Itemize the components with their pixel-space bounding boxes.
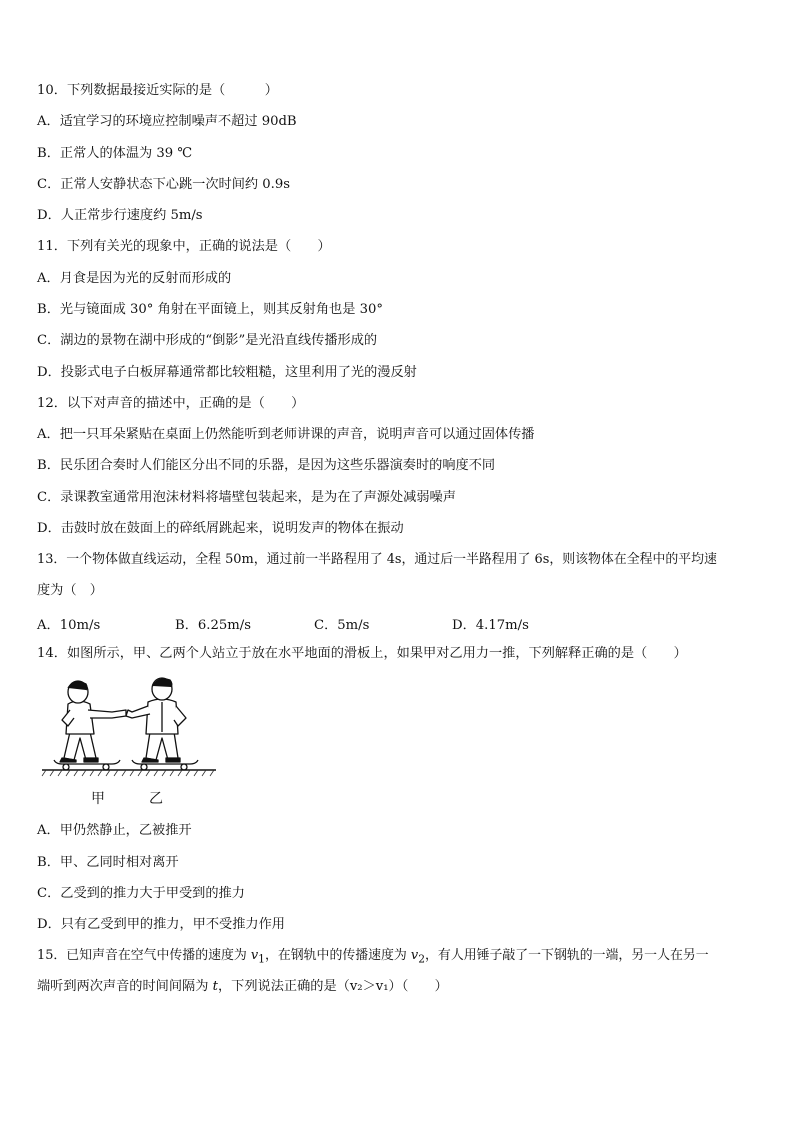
q13-option-b: B．6.25m/s: [175, 618, 251, 633]
q11-option-a: A．月食是因为光的反射而形成的: [37, 271, 232, 286]
q15-stem-line2: 端听到两次声音的时间间隔为 t，下列说法正确的是（v₂＞v₁）（ ）: [37, 979, 448, 994]
q14-option-d: D．只有乙受到甲的推力，甲不受推力作用: [37, 917, 285, 932]
q10-option-a: A．适宜学习的环境应控制噪声不超过 90dB: [37, 114, 297, 129]
q10-option-d: D．人正常步行速度约 5m/s: [37, 208, 203, 223]
q10-stem: 10．下列数据最接近实际的是（ ）: [37, 83, 278, 98]
q14-stem: 14．如图所示，甲、乙两个人站立于放在水平地面的滑板上，如果甲对乙用力一推，下列解释正确的是（ ）: [37, 646, 687, 661]
q14-option-b: B．甲、乙同时相对离开: [37, 855, 179, 870]
person-right: [126, 678, 186, 762]
q14-option-a: A．甲仍然静止，乙被推开: [37, 823, 192, 838]
q12-option-d: D．击鼓时放在鼓面上的碎纸屑跳起来，说明发声的物体在振动: [37, 521, 404, 536]
q11-option-c: C．湖边的景物在湖中形成的“倒影”是光沿直线传播形成的: [37, 333, 378, 348]
q11-option-d: D．投影式电子白板屏幕通常都比较粗糙，这里利用了光的漫反射: [37, 365, 417, 380]
q11-option-b: B．光与镜面成 30° 角射在平面镜上，则其反射角也是 30°: [37, 302, 383, 317]
skateboard-push-figure: [40, 676, 220, 806]
q13-option-a: A．10m/s: [37, 618, 101, 633]
q13-option-d: D．4.17m/s: [452, 618, 529, 633]
q12-option-b: B．民乐团合奏时人们能区分出不同的乐器，是因为这些乐器演奏时的响度不同: [37, 458, 496, 473]
q10-option-c: C．正常人安静状态下心跳一次时间约 0.9s: [37, 177, 291, 192]
q11-stem: 11．下列有关光的现象中，正确的说法是（ ）: [37, 239, 331, 254]
q15-stem-line1: 15．已知声音在空气中传播的速度为 $v_1$，在钢轨中的传播速度为 $v_2$，有人用锤子敲了一下钢轨的一端，另一人在另一: [37, 948, 709, 966]
q13-option-c: C．5m/s: [314, 618, 370, 633]
q13-options: [37, 614, 677, 633]
q12-option-a: A．把一只耳朵紧贴在桌面上仍然能听到老师讲课的声音，说明声音可以通过固体传播: [37, 427, 535, 442]
figure-label-yi: 乙: [149, 791, 163, 807]
figure-label-jia: 甲: [91, 791, 105, 807]
q13-stem-line1: 13．一个物体做直线运动，全程 50m，通过前一半路程用了 4s，通过后一半路程用了 6s，则该物体在全程中的平均速: [37, 552, 717, 567]
q13-stem-line2: 度为（ ）: [37, 583, 103, 598]
q12-option-c: C．录课教室通常用泡沫材料将墙壁包装起来，是为在了声源处减弱噪声: [37, 490, 456, 505]
person-left: [60, 681, 126, 762]
q10-option-b: B．正常人的体温为 39 ℃: [37, 146, 193, 161]
q12-stem: 12．以下对声音的描述中，正确的是（ ）: [37, 396, 305, 411]
ground-hatching: [42, 770, 214, 776]
q14-option-c: C．乙受到的推力大于甲受到的推力: [37, 886, 245, 901]
